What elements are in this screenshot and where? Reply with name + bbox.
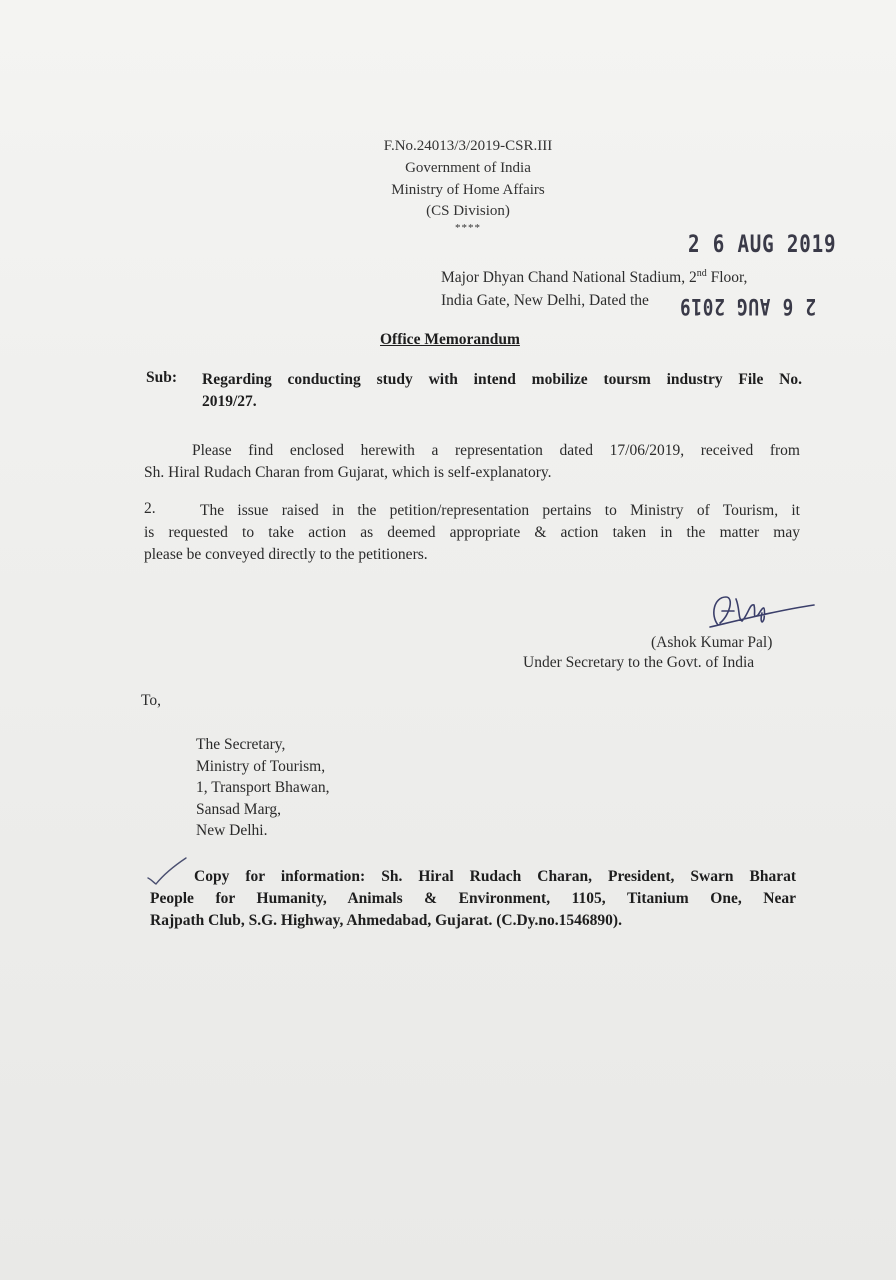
signatory-designation: Under Secretary to the Govt. of India — [523, 654, 755, 671]
copy-for-information: Copy for information: Sh. Hiral Rudach Charan, President, Swarn Bharat People for Humanity, Animals & Environment, 1105, Titanium One, Near Rajpath Club, S.G. Highway, Ahmedabad, Gujarat. (C.Dy.no.1546890). — [150, 868, 796, 929]
paragraph-1: Please find enclosed herewith a representation dated 17/06/2019, received from Sh. Hiral Rudach Charan from Gujarat, which is self-explanatory. — [144, 442, 800, 481]
file-number: F.No.24013/3/2019-CSR.III — [383, 138, 553, 154]
paragraph-2: The issue raised in the petition/representation pertains to Ministry of Tourism, it is requested to take action as deemed appropriate & action taken in the matter may please be conveyed directly to the petitioners. — [144, 502, 800, 563]
header-separator: **** — [455, 222, 481, 234]
subject-label: Sub: — [146, 369, 178, 386]
address-line-1: Major Dhyan Chand National Stadium, 2nd Floor, — [441, 268, 748, 287]
memo-title: Office Memorandum — [380, 331, 520, 348]
inverted-date-stamp: 2 6 AUG 2019 — [679, 293, 816, 318]
division-line: (CS Division) — [426, 203, 510, 219]
recipient-address: The Secretary, Ministry of Tourism, 1, Transport Bhawan, Sansad Marg, New Delhi. — [196, 736, 330, 839]
to-label: To, — [141, 692, 162, 709]
ministry-line: Ministry of Home Affairs — [391, 182, 545, 198]
government-line: Government of India — [405, 160, 531, 176]
subject-text: Regarding conducting study with intend mobilize toursm industry File No. 2019/27. — [202, 371, 802, 410]
address-line-2: India Gate, New Delhi, Dated the — [441, 292, 649, 309]
date-stamp: 2 6 AUG 2019 — [688, 230, 837, 258]
signature — [700, 585, 820, 640]
signatory-name: (Ashok Kumar Pal) — [651, 634, 773, 651]
paragraph-2-number: 2. — [144, 500, 156, 517]
